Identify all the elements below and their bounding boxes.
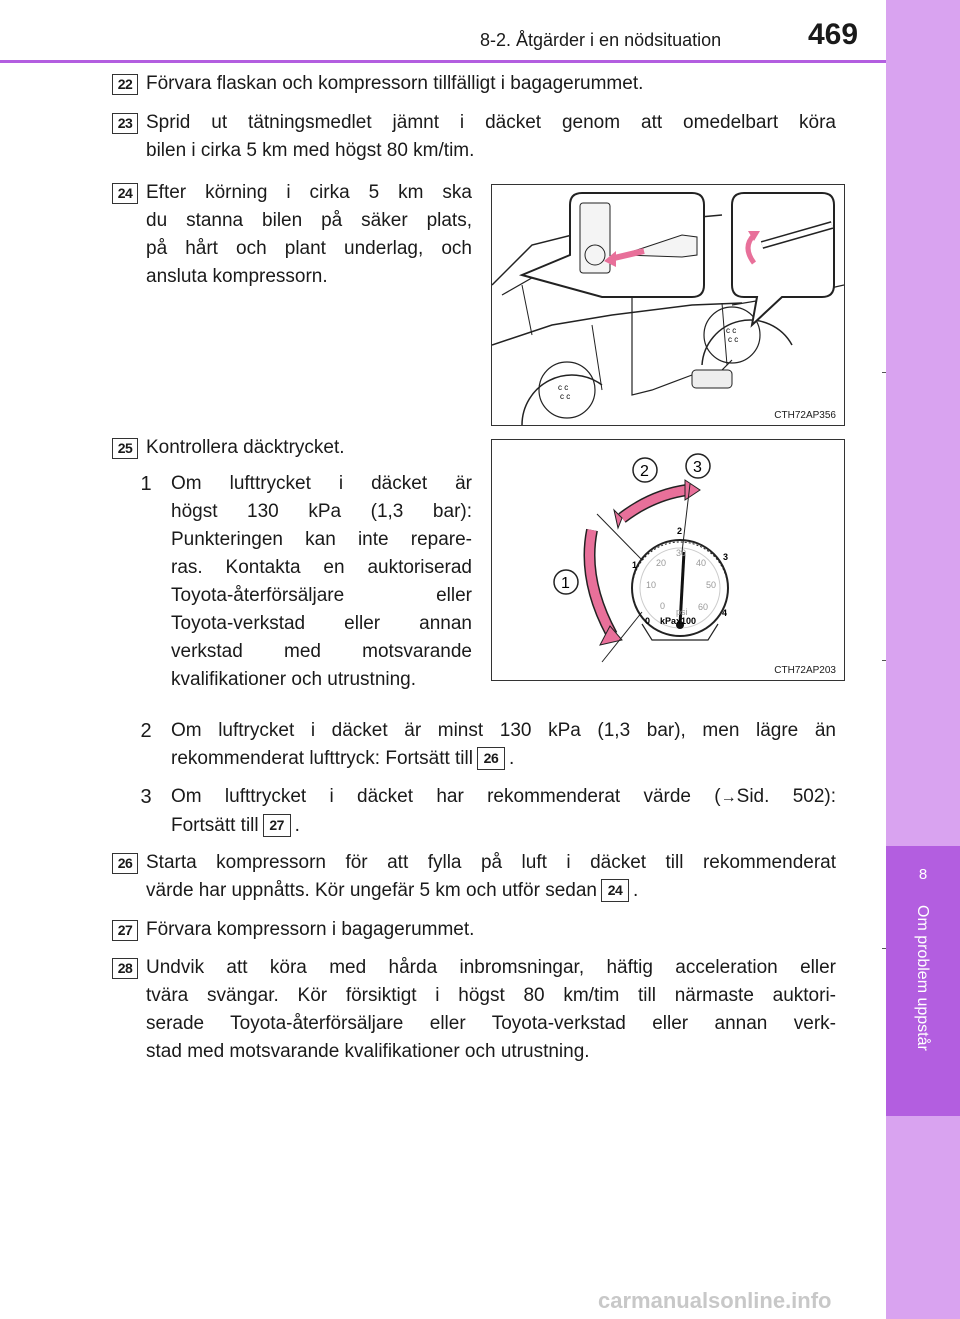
step-badge-26: 26 bbox=[112, 853, 138, 874]
header-divider bbox=[0, 60, 886, 63]
gauge-outer-1: 1 bbox=[632, 560, 638, 570]
page-number: 469 bbox=[808, 18, 859, 51]
step-25-text: Kontrollera däcktrycket. bbox=[146, 437, 345, 458]
watermark: carmanualsonline.info bbox=[598, 1288, 832, 1313]
car-compressor-drawing bbox=[492, 185, 844, 425]
sub-item-number-1: 1 bbox=[140, 473, 152, 495]
step-22-text: Förvara flaskan och kompressorn tillfälligt i bagagerummet. bbox=[146, 73, 644, 94]
step-26-text: Starta kompressorn för att fylla på luft i däcket till rekommenderat värde har uppnåtts. Kör ungefär 5 km och utför sedan 24 . bbox=[146, 852, 836, 901]
figure-code: CTH72AP203 bbox=[774, 665, 836, 676]
sub-item-1-text: Om lufttrycket i däcket är högst 130 kPa (1,3 bar): Punkteringen kan inte repare- ras. Kontakta en auktoriserad Toyota-återförsäljare eller Toyota-verkstad eller annan verkstad med motsvarande kvalifikationer och utrustning. bbox=[171, 473, 472, 690]
margin-tick bbox=[882, 660, 886, 661]
step-badge-24: 24 bbox=[112, 183, 138, 204]
margin-tick bbox=[882, 372, 886, 373]
step-28-text: Undvik att köra med hårda inbromsningar, häftig acceleration eller tvära svängar. Kör försiktigt i högst 80 km/tim till närmaste auktori- serade Toyota-återförsäljare eller Toyota-verkstad eller annan verk- stad med motsvarande kvalifikationer och utrustning. bbox=[146, 957, 836, 1062]
svg-text:c c: c c bbox=[560, 392, 571, 401]
figure-code: CTH72AP356 bbox=[774, 410, 836, 421]
svg-text:c c: c c bbox=[558, 383, 569, 392]
step-24-text: Efter körning i cirka 5 km ska du stanna bilen på säker plats, på hårt och plant underlag, och ansluta kompressorn. bbox=[146, 182, 472, 287]
gauge-inner-50: 50 bbox=[706, 580, 717, 590]
page-ref-arrow-icon: → bbox=[720, 789, 737, 806]
step-ref-26[interactable]: 26 bbox=[477, 747, 505, 770]
svg-text:c c: c c bbox=[728, 335, 739, 344]
svg-text:3: 3 bbox=[693, 459, 702, 476]
sub-item-number-2: 2 bbox=[140, 720, 152, 742]
gauge-outer-4: 4 bbox=[722, 608, 728, 618]
gauge-inner-10: 10 bbox=[646, 580, 657, 590]
sub-item-2-text: Om luftrycket i däcket är minst 130 kPa (1,3 bar), men lägre än rekommenderat lufttryck: Fortsätt till 26 . bbox=[171, 720, 836, 769]
chapter-sidebar bbox=[886, 0, 960, 1319]
gauge-inner-20: 20 bbox=[656, 558, 667, 568]
chapter-number: 8 bbox=[918, 866, 928, 883]
gauge-outer-2: 2 bbox=[677, 526, 683, 536]
sub-item-number-3: 3 bbox=[140, 786, 152, 808]
page-ref-link[interactable]: Sid. 502): bbox=[736, 786, 836, 807]
step-badge-25: 25 bbox=[112, 438, 138, 459]
step-27-text: Förvara kompressorn i bagagerummet. bbox=[146, 919, 475, 940]
svg-text:1: 1 bbox=[561, 575, 570, 592]
chapter-title: Om problem uppstår bbox=[914, 905, 931, 1051]
gauge-inner-0: 0 bbox=[660, 601, 666, 611]
pressure-gauge-illustration bbox=[491, 439, 845, 681]
step-ref-27[interactable]: 27 bbox=[263, 814, 291, 837]
gauge-psi-label: psi bbox=[676, 607, 688, 617]
gauge-inner-60: 60 bbox=[698, 602, 709, 612]
svg-text:2: 2 bbox=[640, 463, 649, 480]
gauge-drawing bbox=[492, 440, 844, 680]
gauge-outer-3: 3 bbox=[723, 552, 729, 562]
gauge-inner-30: 30 bbox=[676, 548, 687, 558]
step-badge-28: 28 bbox=[112, 958, 138, 979]
svg-text:c c: c c bbox=[726, 326, 737, 335]
gauge-inner-40: 40 bbox=[696, 558, 707, 568]
gauge-unit-label: kPax100 bbox=[660, 616, 697, 626]
sub-item-3-text: Om lufttrycket i däcket har rekommenderat värde (→Sid. 502): Fortsätt till 27 . bbox=[171, 786, 836, 836]
step-badge-22: 22 bbox=[112, 74, 138, 95]
section-title: 8-2. Åtgärder i en nödsituation bbox=[480, 30, 722, 50]
step-23-text: Sprid ut tätningsmedlet jämnt i däcket genom att omedelbart köra bilen i cirka 5 km med högst 80 km/tim. bbox=[146, 112, 836, 161]
step-badge-27: 27 bbox=[112, 920, 138, 941]
margin-tick bbox=[882, 948, 886, 949]
step-ref-24[interactable]: 24 bbox=[601, 879, 629, 902]
gauge-outer-0: 0 bbox=[645, 616, 651, 626]
step-badge-23: 23 bbox=[112, 113, 138, 134]
compressor-illustration bbox=[491, 184, 845, 426]
